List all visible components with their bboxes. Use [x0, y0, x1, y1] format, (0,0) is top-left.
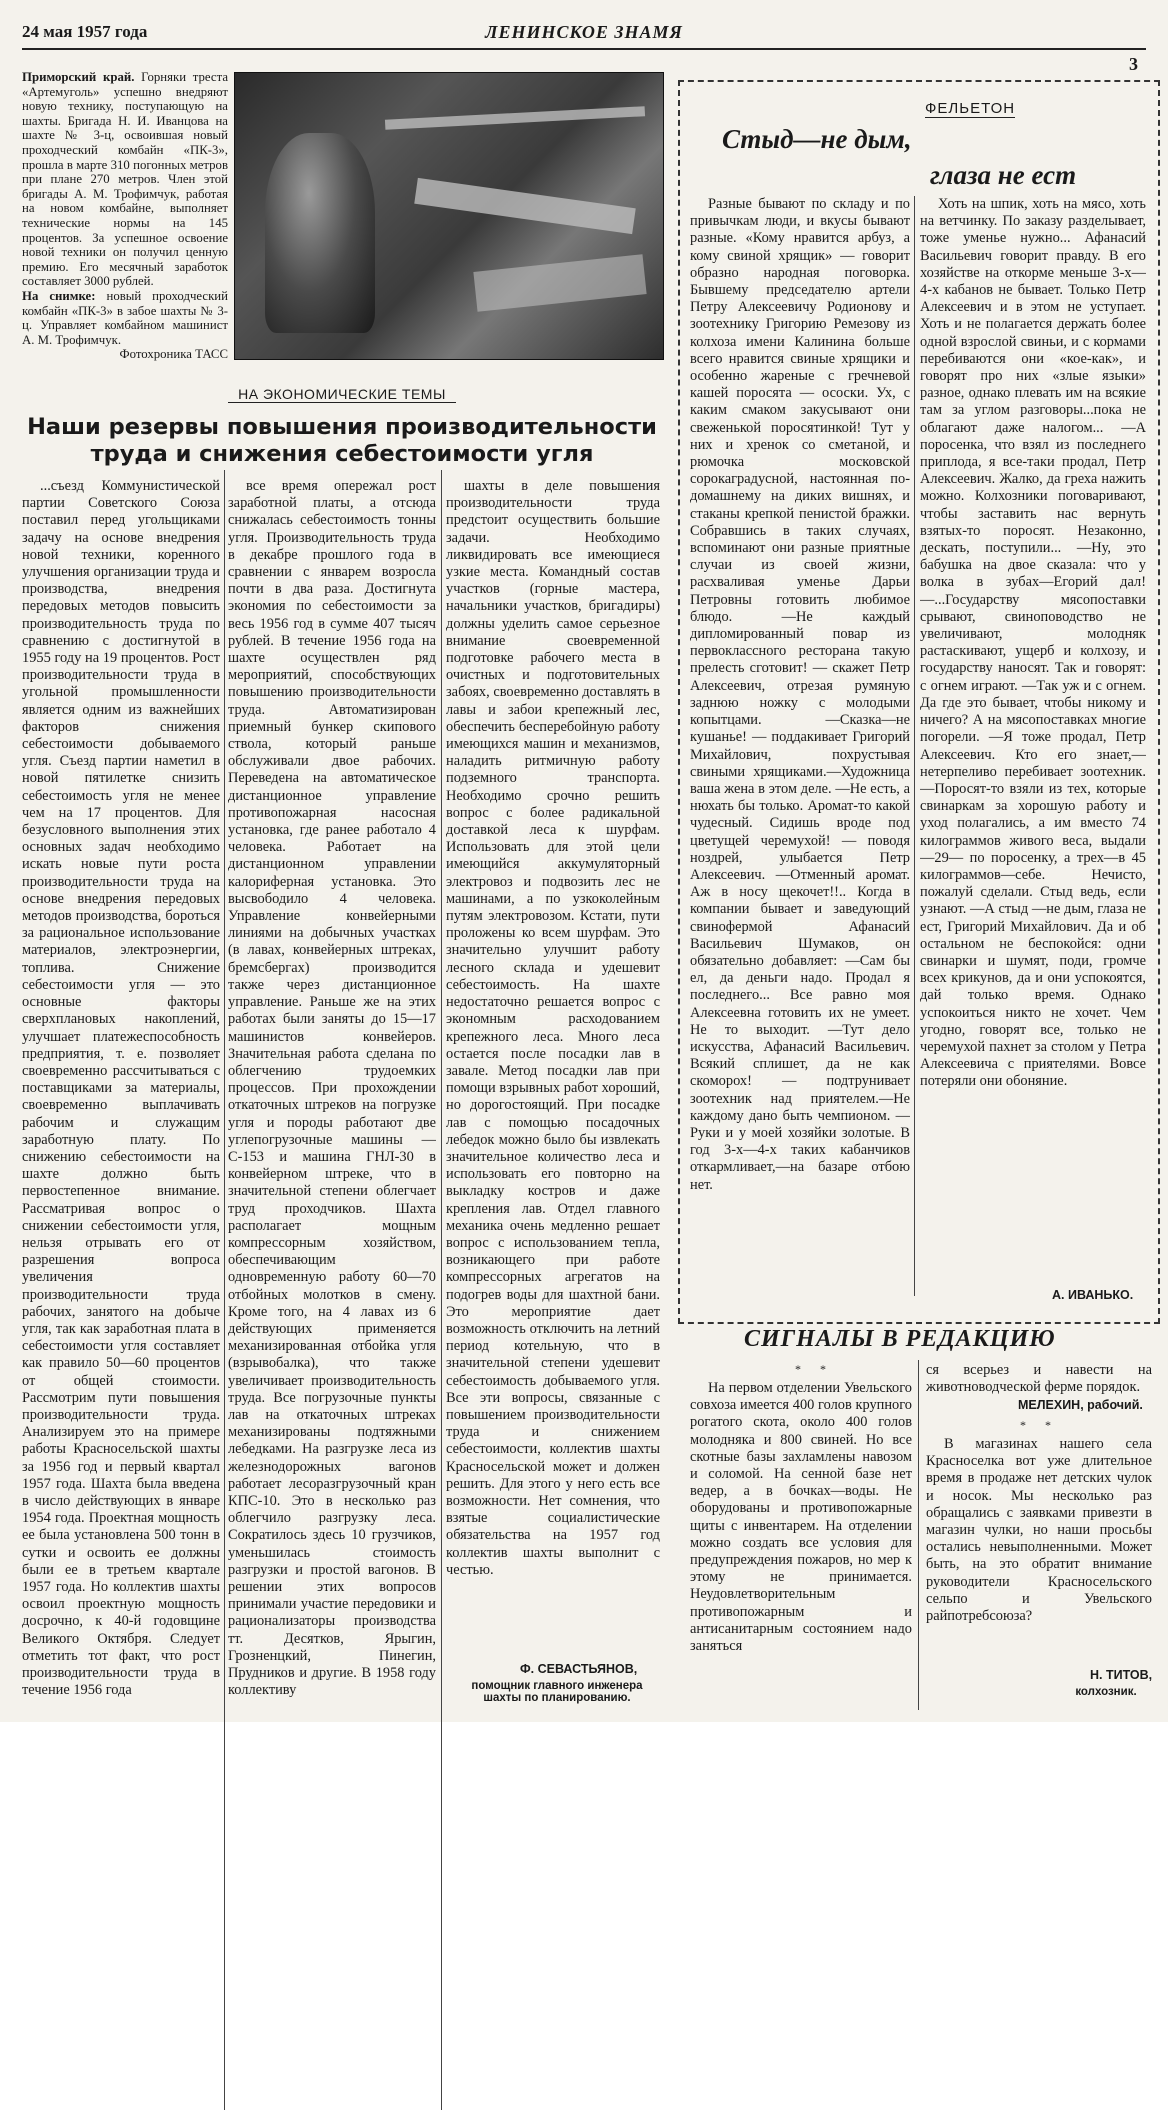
separator-stars: * * — [795, 1362, 834, 1376]
article-column-3: шахты в деле повышения производительности труда предстоит осуществить большие задачи. Необходимо ликвидировать все имеющиеся узкие места. Командный состав участков (горные мастера, начальники участков, бригадиры) должны уделить самое серьезное внимание своевременной подготовке рабочего места в очистных и подготовительных забоях, своевременно доставлять в лавы и забои крепежный лес, обеспечить бесперебойную работу имеющихся машин и механизмов, наладить ритмичную работу подземного транспорта. Необходимо срочно решить вопрос с более радикальной доставкой леса к шурфам. Использовать для этой цели имеющийся аккумуляторный электровоз и подвозить лес не машинами, а по узкоколейным путям электровозом. Кстати, пути проложены ко всем шурфам. Это значительно улучшит работу лесного склада и удешевит себестоимость. На шахте недостаточно решается вопрос с экономным расходованием крепежного леса. Много леса остается после посадки лав в завале. Метод посадки лав при помощи взрывных работ хороший, но дорогостоящий. При посадке лав с помощью посадочных лебедок можно было бы извлекать значительное количество леса и использовать его повторно на выкладку костров и даже крепления лав. Отдел главного механика очень медленно решает вопрос с использованием тепла, возникающего при работе компрессорных агрегатов на подогрев воды для шахтной бани. Это мероприятие дает возможность отключить на летний период котельную, что в значительной степени удешевит себестоимость добываемого угля. Все эти вопросы, связанные с повышением производительности труда и снижением себестоимости, коллектив шахты Красносельской может и должен решить. Для этого у него есть все возможности. Нет сомнения, что взятые социалистические обязательства на 1957 год коллектив шахты выполнит с честью. — [446, 478, 660, 1578]
caption-photo-lead: На снимке: — [22, 288, 96, 303]
roof-beam — [385, 106, 645, 130]
caption-lead: Приморский край. — [22, 70, 135, 84]
combine-body — [473, 254, 646, 312]
issue-date: 24 мая 1957 года — [22, 22, 148, 41]
caption-text: Горняки треста «Артемуголь» успешно внедряют новую технику, поступающую на шахты. Бригада Н. И. Иванцова на шахте № 3-ц, освоившая новый проходческий комбайн «ПК-3», прошла в марте 310 погонных метров при плане 270 метров. Член этой бригады А. М. Трофимчук, работая на новом комбайне, выполняет технические нормы на 145 процентов. За успешное освоение новой техники он получил ценную премию. Его месячный заработок составляет 3000 рублей. — [22, 70, 228, 289]
caption-photo-text: новый проходческий комбайн «ПК-3» в забое шахты № 3-ц. Управляет комбайном машинист А. М. Трофимчук. — [22, 288, 228, 347]
masthead — [22, 18, 1146, 74]
article-author: Ф. СЕВАСТЬЯНОВ, — [520, 1662, 638, 1676]
feuilleton-title-line1: Стыд—не дым, — [722, 124, 912, 154]
signal-author-2-title: колхозник. — [1075, 1686, 1137, 1698]
photo-caption — [22, 70, 228, 362]
signals-column-2-top: ся всерьез и навести на животноводческой ферме порядок. — [926, 1362, 1152, 1396]
page-number: 3 — [1129, 54, 1138, 74]
article-column-2: все время опережал рост заработной платы, а отсюда снижалась себестоимость тонны угля. Производительность труда в декабре прошлого года в сравнении с январем возросла почти в два раза. Достигнута экономия по себестоимости за весь 1956 год в сумме 407 тысяч рублей. В течение 1956 года на шахте осуществлен ряд мероприятий, способствующих повышению производительности труда. Автоматизирован приемный бункер скипового ствола, который раньше обслуживали двое рабочих. Переведена на автоматическое дистанционное управление противопожарная насосная установка, где ранее работало 4 человека. Работает на дистанционном управлении калориферная установка. Это высвободило 4 человека. Управление конвейерными линиями на добычных участках (в лавах, конвейерных штреках, бремсбергах) производится также через дистанционное управление. Раньше же на этих работах были заняты до 15—17 машинистов конвейеров. Значительная работа сделана по облегчению трудоемких процессов. При прохождении откаточных штреков на погрузке угля и породы работают две углепогрузочные машины — С-153 и машина ГНЛ-30 в конвейерном штреке, что в значительной степени облегчает труд проходчиков. Шахта располагает мощным компрессорным хозяйством, обеспечивающим одновременную работу 60—70 отбойных молотков в смену. Кроме того, на 4 лавах из 6 действующих применяется механизированная отбойка угля (взрывобалка), что также увеличивает производительность труда. Все погрузочные пункты лав на откаточных штреках механизированы подтяжными лебедками. На разгрузке леса из железнодорожных вагонов работает лесоразгрузочный кран КПС-10. Это в несколько раз облегчило разгрузку леса. Сократилось здесь 10 грузчиков, уменьшилась стоимость разгрузки и простой вагонов. В решении этих вопросов принимали участие передовики и рационализаторы производства тт. Десятков, Ярыгин, Грозненцкий, Пинегин, Прудников и другие. В 1958 году коллективу — [228, 478, 436, 1699]
newspaper-title: ЛЕНИНСКОЕ ЗНАМЯ — [485, 22, 683, 42]
column-rule — [918, 1360, 919, 1710]
column-rule — [914, 196, 915, 1296]
column-rule — [441, 470, 442, 2110]
separator-stars: * * — [1020, 1418, 1059, 1432]
signals-column-1: На первом отделении Увельского совхоза имеется 400 голов крупного рогатого скота, около 400 голов молодняка и 800 свиней. Но все скотные базы захламлены навозом и соломой. На сенной базе нет ведер, а в бочках—воды. Не оборудованы и противопожарные щиты с инвентарем. На отделении можно создать все условия для предупреждения пожаров, но мер к этому не принимается. Неудовлетворительным противопожарным и антисанитарным состоянием надо заняться — [690, 1380, 912, 1655]
article-column-1: ...съезд Коммунистической партии Советского Союза поставил перед угольщиками задачу на основе внедрения новой техники, коренного улучшения организации труда и производства, внедрения передовых методов повысить производительность труда по сравнению с достигнутой в 1955 году на 19 процентов. Рост производительности труда в угольной промышленности является одним из важнейших факторов снижения себестоимости добываемого угля. Съезд партии наметил в новой пятилетке снизить себестоимость угля не менее чем на 17 процентов. Для безусловного выполнения этих основных задач необходимо искать новые пути роста производительности труда на основе внедрения передовых методов производства, бороться за рациональное использование материалов, электроэнергии, топлива. Снижение себестоимости угля — это основные факторы сверхплановых накоплений, улучшает платежеспособность предприятия, т. е. позволяет своевременно рассчитываться с поставщиками за материалы, своевременно выплачивать рабочим и служащим заработную плату. По снижению себестоимости на шахте должно быть первостепенное внимание. Рассматривая вопрос о снижении себестоимости угля, нельзя отрывать его от разрешения вопроса увеличения производительности труда рабочих, занятого на добыче угля, так как заработная плата в себестоимости угля составляет как правило 50—60 процентов от общей стоимости. Рассмотрим пути повышения производительности труда. Анализируем это на примере работы Красносельской шахты за 1956 год и первый квартал 1957 года. Шахта была введена в число действующих в январе 1954 года. Проектная мощность ее была установлена 500 тонн в сутки и освоить ее должны были ее в третьем квартале 1957 года. Но коллектив шахты освоил проектную мощность досрочно, к 40-й годовщине Великого Октября. Следует отметить тот факт, что рост производительности труда в течение 1956 года — [22, 478, 220, 1699]
signals-column-2-bottom: В магазинах нашего села Красноселка вот уже длительное время в продаже нет детских чулок и носок. Мы несколько раз обращались с заявками привезти в магазин чулки, но наши просьбы остались невыполненными. Может быть, на это обратит внимание руководители Красносельского сельпо и Увельского райпотребсоюза? — [926, 1436, 1152, 1625]
feuilleton-author: А. ИВАНЬКО. — [1052, 1288, 1134, 1302]
mining-photo — [234, 72, 664, 360]
signal-author-1: МЕЛЕХИН, рабочий. — [1018, 1398, 1143, 1412]
feuilleton-label: ФЕЛЬЕТОН — [925, 100, 1016, 117]
article-rubric: НА ЭКОНОМИЧЕСКИЕ ТЕМЫ — [22, 386, 662, 402]
miner-figure — [265, 133, 375, 333]
machine-arm — [414, 178, 635, 234]
signal-author-2: Н. ТИТОВ, — [1090, 1668, 1153, 1682]
signals-title: СИГНАЛЫ В РЕДАКЦИЮ — [744, 1326, 1056, 1352]
column-rule — [224, 470, 225, 2110]
feuilleton-column-2: Хоть на шпик, хоть на мясо, хоть на ветчинку. По заказу разделывает, тоже уменье нужно... Афанасий Васильевич говорит правду. В его хозяйстве на откорме меньше 3-х—4-х кабанов не бывает. Только Петр Алексеевич и в этом не уступает. Хоть и не полагается держать более одной взрослой свиньи, и с кормами перебиваются они «кое-как», и говорят про них «злые языки» разное, однако плевать им на всякие там за углом разговоры...пока не облагают даже налогом... —А поросенка, что взял из последнего приплода, я все-таки продал, Петр Алексеевич. Жалко, да греха нажить можно. Колхозники поговаривают, чтобы заставить нас вернуть взятых-то поросят. Незаконно, дескать, поступили... —Ну, это бабушка на двое сказала: что у волка в зубах—Егорий дал! —...Государству мясопоставки срывают, свиноповодство не увеличивают, молодняк растаскивают, ущерб и колхозу, и государству наносят. Так и говорят: с огнем играют. —Так уж и с огнем. Да где это бывает, чтобы никому и ничего? А на мясопоставках многие погорели. —Я тоже продал, Петр Алексеевич. Кто его знает,— нетерпеливо перебивает зоотехник.—Поросят-то взяли из тех, которые свинаркам за хорошую работу и уход полагались, а им вместо 74 килограммов живого веса, выдали —29— по поросенку, а трех—в 45 килограммов—себе. Нечисто, пожалуй сделали. Стыд ведь, если узнают. —А стыд —не дым, глаза не ест, Григорий Михайлович. Да и об остальном не беспокойся: одни свинарки и шумят, поди, громче всех крикунов, да и они успокоятся, дай только время. Однако успокоиться никто не хочет. Чем угодно, говорят все, только не черемухой пахнет за столом у Петра Алексеевича с приятелями. Вовсе потеряли они обоняние. — [920, 196, 1146, 1090]
feuilleton-title-line2: глаза не ест — [930, 160, 1077, 190]
article-headline: Наши резервы повышения производительности труда и снижения себестоимости угля — [27, 414, 657, 467]
feuilleton-column-1: Разные бывают по складу и по привычкам люди, и вкусы бывают разные. «Кому нравится арбуз, а кому свиной хрящик» — говорит образно народная поговорка. Бывшему председателю артели Петру Алексеевичу Родионову и зоотехнику Григорию Ремезову из колхоза имени Калинина больше всего нравится свиные хрящики и особенно жареные с гречневой кашей поросята — ососки. Ух, с каким смаком закусывают они свеженькой поросятинкой! Тут у них и хренок со сметаной, и рюмочка московской сорокаградусной, настоянная по-домашнему на диких вишнях, и стаканы крепкой пенистой бражки. Собравшись в таких случаях, вспоминают они разные приятные случаи из своей жизни, расхваливая уменье Дарьи Петровны готовить любимое блюдо. —Не каждый дипломированный повар из первоклассного ресторана такую прелесть сготовит! — скажет Петр Алексеевич, отрезая румяную заднюю ножку с молодыми копытцами. —Сказка—не кушанье! — поддакивает Григорий Михайлович, похрустывая свиными хрящиками.—Художница ваша жена в этом деле. —Не есть, а нюхать бы только. Аромат-то какой чудесный. Сидишь вроде под цветущей черемухой! — поводя ноздрей, улыбается Петр Алексеевич. —Отменный аромат. Аж в носу щекочет!!.. Когда в компании бывает и заведующий свинофермой Афанасий Васильевич Шумаков, он обязательно добавляет: —Сам бы ел, да деньги надо. Продал я последнего... Все равно моя Алексеевна готовить их не умеет. Не то выходит. —Тут дело искусства, Афанасий Васильевич. Всякий сплишет, да не как скоморох! — подтрунивает зоотехник над приятелем.—Не каждому дано быть чемпионом. —Руки и у моей хозяйки золотые. В год 3-х—4-х таких кабанчиков откармливает,—на базаре отбою нет. — [690, 196, 910, 1193]
article-author-title: помощник главного инженера шахты по планированию. — [471, 1680, 643, 1704]
photo-credit: Фотохроника ТАСС — [119, 347, 228, 362]
